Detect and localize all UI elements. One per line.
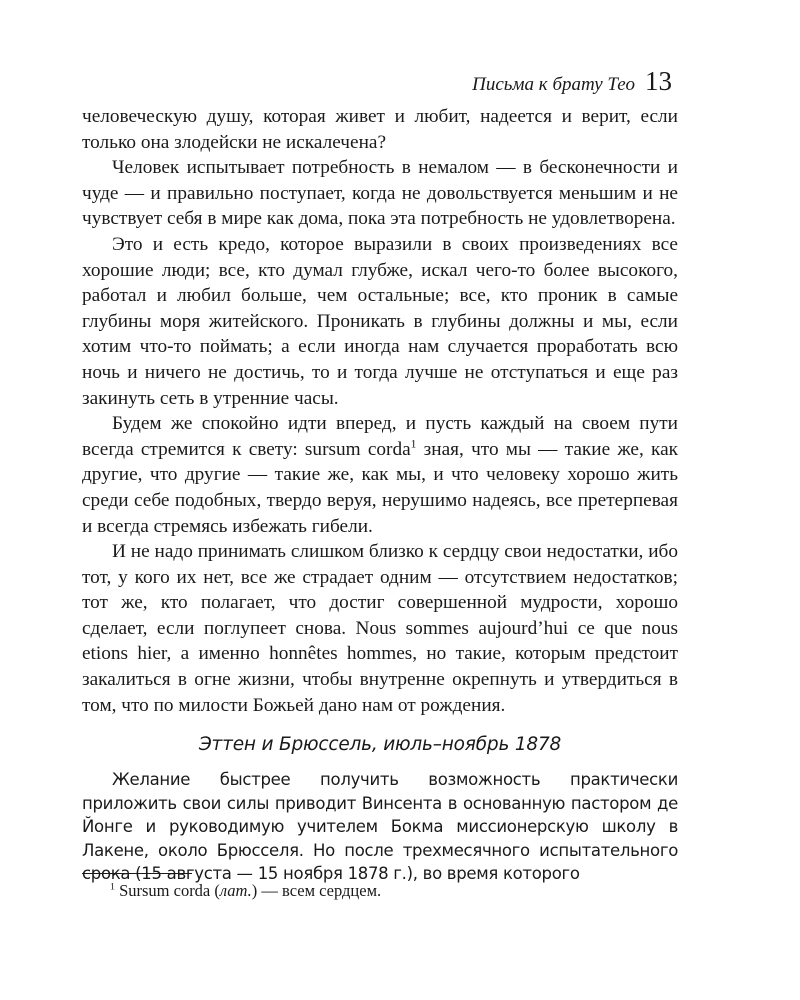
letter-paragraph-5: И не надо принимать слишком близко к сердцу свои недостатки, ибо тот, у кого их нет, все же страдает одним — отсутствием недостатков; тот же, кто полагает, что достиг совершенной мудрости, хорошо сделает, если поглупеет снова. Nous sommes aujourd’hui ce que nous etions hier, а именно honnêtes hommes, но такие, которым предстоит закалиться в огне жизни, чтобы внутренне окрепнуть и утвердиться в том, что по милости Божьей дано нам от рождения. (82, 541, 678, 716)
running-title: Письма к брату Тео (472, 74, 635, 95)
footnote-term: Sursum corda ( (119, 881, 220, 900)
letter-paragraph-4-end: зная, что мы — такие же, как другие, что другие — такие же, как мы, и что человеку хорошо жить среди себе подобных, твердо веруя, нерушимо надеясь, все претерпевая и всегда стремясь избежать гибели. (82, 438, 679, 537)
letter-paragraph-1: человеческую душу, которая живет и любит, надеется и верит, если только она злодейски не искалечена? (82, 106, 678, 153)
page-header (472, 66, 672, 97)
footnote-number: 1 (110, 881, 115, 893)
footnote (110, 880, 381, 902)
section-heading: Эттен и Брюссель, июль–ноябрь 1878 (198, 734, 562, 755)
commentary-paragraph: Желание быстрее получить возможность практически приложить свои силы приводит Винсента в основанную пастором де Йонге и руководимую учителем Бокма миссионерскую школу в Лакене, около Брюсселя. Но после трехмесячного испытательного срока (15 августа — 15 ноября 1878 г.), во время которого (82, 770, 678, 884)
letter-paragraph-3: Это и есть кредо, которое выразили в своих произведениях все хорошие люди; все, кто думал глубже, искал чего-то более высокого, работал и любил больше, чем остальные; все, кто проник в самые глубины моря житейского. Проникать в глубины должны и мы, если хотим что-то поймать; а если иногда нам случается проработать всю ночь и ничего не достичь, то и тогда лучше не отступаться и еще раз закинуть сеть в утренние часы. (82, 233, 678, 409)
footnote-language: лат. (219, 881, 252, 900)
letter-text (82, 104, 678, 718)
footnote-divider (82, 873, 192, 874)
letter-paragraph-2: Человек испытывает потребность в немалом — в бесконечности и чуде — и правильно поступает, когда не довольствуется меньшим и не чувствует себя в мире как дома, пока эта потребность не удовлетворена. (82, 157, 678, 230)
letter-paragraph-4 (82, 411, 678, 539)
commentary-text (82, 768, 678, 886)
footnote-translation: ) — всем сердцем. (251, 881, 382, 900)
footnote-reference: 1 (410, 437, 417, 451)
letter-paragraph-4-start: Будем же спокойно идти вперед, и пусть каждый на своем пути всегда стремится к свету: sursum corda (82, 413, 678, 460)
page-number: 13 (645, 66, 672, 96)
